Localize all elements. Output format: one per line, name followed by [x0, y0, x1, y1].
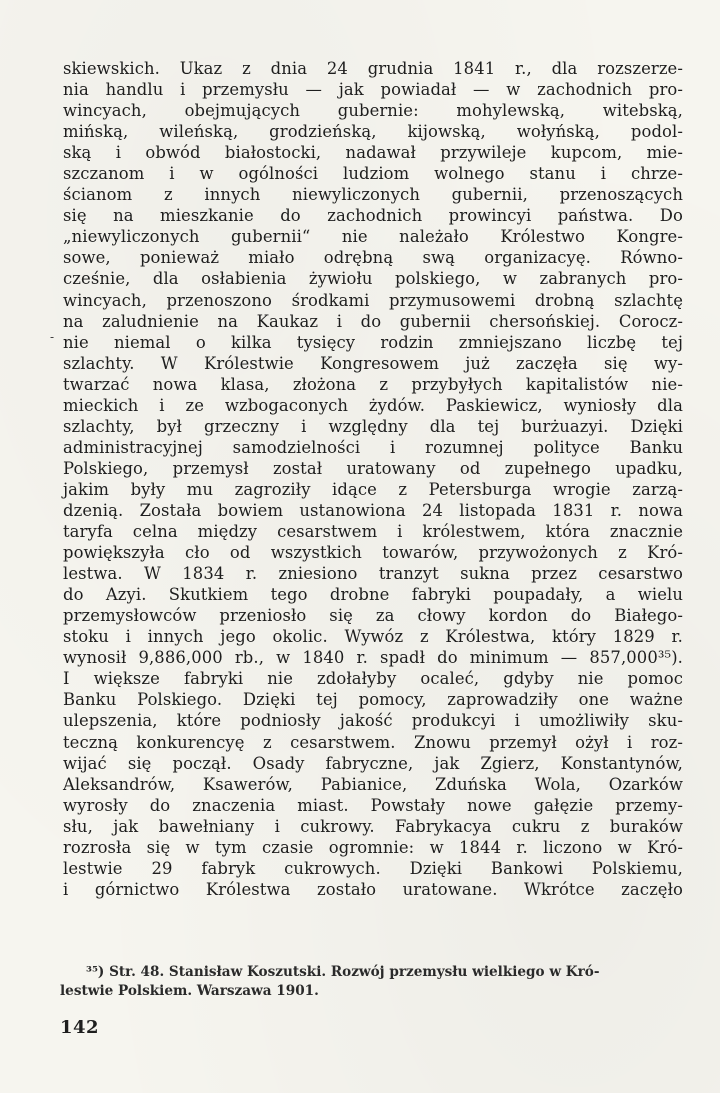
- text-line: wijać się począł. Osady fabryczne, jak Zgierz, Konstantynów,: [63, 753, 683, 773]
- text-line: na zaludnienie na Kaukaz i do gubernii chersońskiej. Corocz-: [63, 311, 683, 331]
- margin-mark: -: [50, 330, 55, 344]
- text-line: nie niemal o kilka tysięcy rodzin zmniejszano liczbę tej: [63, 332, 683, 352]
- text-line: mińską, wileńską, grodzieńską, kijowską, wołyńską, podol-: [63, 122, 683, 142]
- text-line: „niewyliczonych gubernii“ nie należało Królestwo Kongre-: [63, 227, 683, 247]
- text-line: wyrosły do znaczenia miast. Powstały nowe gałęzie przemy-: [63, 795, 683, 815]
- text-line: wynosił 9,886,000 rb., w 1840 r. spadł do minimum — 857,000³⁵).: [63, 648, 683, 668]
- text-line: jakim były mu zagroziły idące z Petersburga wrogie zarzą-: [63, 479, 683, 499]
- text-line: się na mieszkanie do zachodnich prowincyi państwa. Do: [63, 206, 683, 226]
- text-line: i górnictwo Królestwa zostało uratowane. Wkrótce zaczęło: [63, 879, 683, 899]
- text-line: ską i obwód białostocki, nadawał przywileje kupcom, mie-: [63, 143, 683, 163]
- text-line: I większe fabryki nie zdołałyby ocaleć, gdyby nie pomoc: [63, 669, 683, 689]
- text-line: nia handlu i przemysłu — jak powiadał — w zachodnich pro-: [63, 80, 683, 100]
- body-text: [63, 58, 683, 900]
- text-line: szlachty, był grzeczny i względny dla tej burżuazyi. Dzięki: [63, 416, 683, 436]
- text-line: wincyach, obejmujących gubernie: mohylewską, witebską,: [63, 101, 683, 121]
- text-line: teczną konkurencyę z cesarstwem. Znowu przemył ożył i roz-: [63, 732, 683, 752]
- text-line: sowe, ponieważ miało odrębną swą organizacyę. Równo-: [63, 248, 683, 268]
- text-line: ulepszenia, które podniosły jakość produkcyi i umożliwiły sku-: [63, 711, 683, 731]
- text-line: rozrosła się w tym czasie ogromnie: w 1844 r. liczono w Kró-: [63, 837, 683, 857]
- footnote: [60, 963, 682, 1001]
- text-line: przemysłowców przeniosło się za cłowy kordon do Białego-: [63, 606, 683, 626]
- page-number: 142: [60, 1017, 100, 1038]
- text-line: do Azyi. Skutkiem tego drobne fabryki poupadały, a wielu: [63, 585, 683, 605]
- text-line: mieckich i ze wzbogaconych żydów. Paskiewicz, wyniosły dla: [63, 395, 683, 415]
- text-line: lestwa. W 1834 r. zniesiono tranzyt sukna przez cesarstwo: [63, 564, 683, 584]
- text-line: skiewskich. Ukaz z dnia 24 grudnia 1841 r., dla rozszerze-: [63, 59, 683, 78]
- text-line: administracyjnej samodzielności i rozumnej polityce Banku: [63, 437, 683, 457]
- text-line: Aleksandrów, Ksawerów, Pabianice, Zduńska Wola, Ozarków: [63, 774, 683, 794]
- text-line: taryfa celna między cesarstwem i królestwem, która znacznie: [63, 522, 683, 542]
- text-line: słu, jak bawełniany i cukrowy. Fabrykacya cukru z buraków: [63, 816, 683, 836]
- text-line: szlachty. W Królestwie Kongresowem już zaczęła się wy-: [63, 353, 683, 373]
- text-line: stoku i innych jego okolic. Wywóz z Królestwa, który 1829 r.: [63, 627, 683, 647]
- text-line: cześnie, dla osłabienia żywiołu polskiego, w zabranych pro-: [63, 269, 683, 289]
- footnote-line-1: ³⁵) Str. 48. Stanisław Koszutski. Rozwój przemysłu wielkiego w Kró-: [86, 964, 600, 980]
- text-line: Banku Polskiego. Dzięki tej pomocy, zaprowadziły one ważne: [63, 690, 683, 710]
- text-line: powiększyła cło od wszystkich towarów, przywożonych z Kró-: [63, 543, 683, 563]
- text-line: dzenią. Została bowiem ustanowiona 24 listopada 1831 r. nowa: [63, 500, 683, 520]
- text-line: szczanom i w ogólności ludziom wolnego stanu i chrze-: [63, 164, 683, 184]
- text-line: lestwie 29 fabryk cukrowych. Dzięki Bankowi Polskiemu,: [63, 858, 683, 878]
- footnote-line-2: lestwie Polskiem. Warszawa 1901.: [60, 983, 319, 999]
- text-line: twarzać nowa klasa, złożona z przybyłych kapitalistów nie-: [63, 374, 683, 394]
- text-line: ścianom z innych niewyliczonych gubernii, przenoszących: [63, 185, 683, 205]
- text-line: wincyach, przenoszono środkami przymusowemi drobną szlachtę: [63, 290, 683, 310]
- text-line: Polskiego, przemysł został uratowany od zupełnego upadku,: [63, 458, 683, 478]
